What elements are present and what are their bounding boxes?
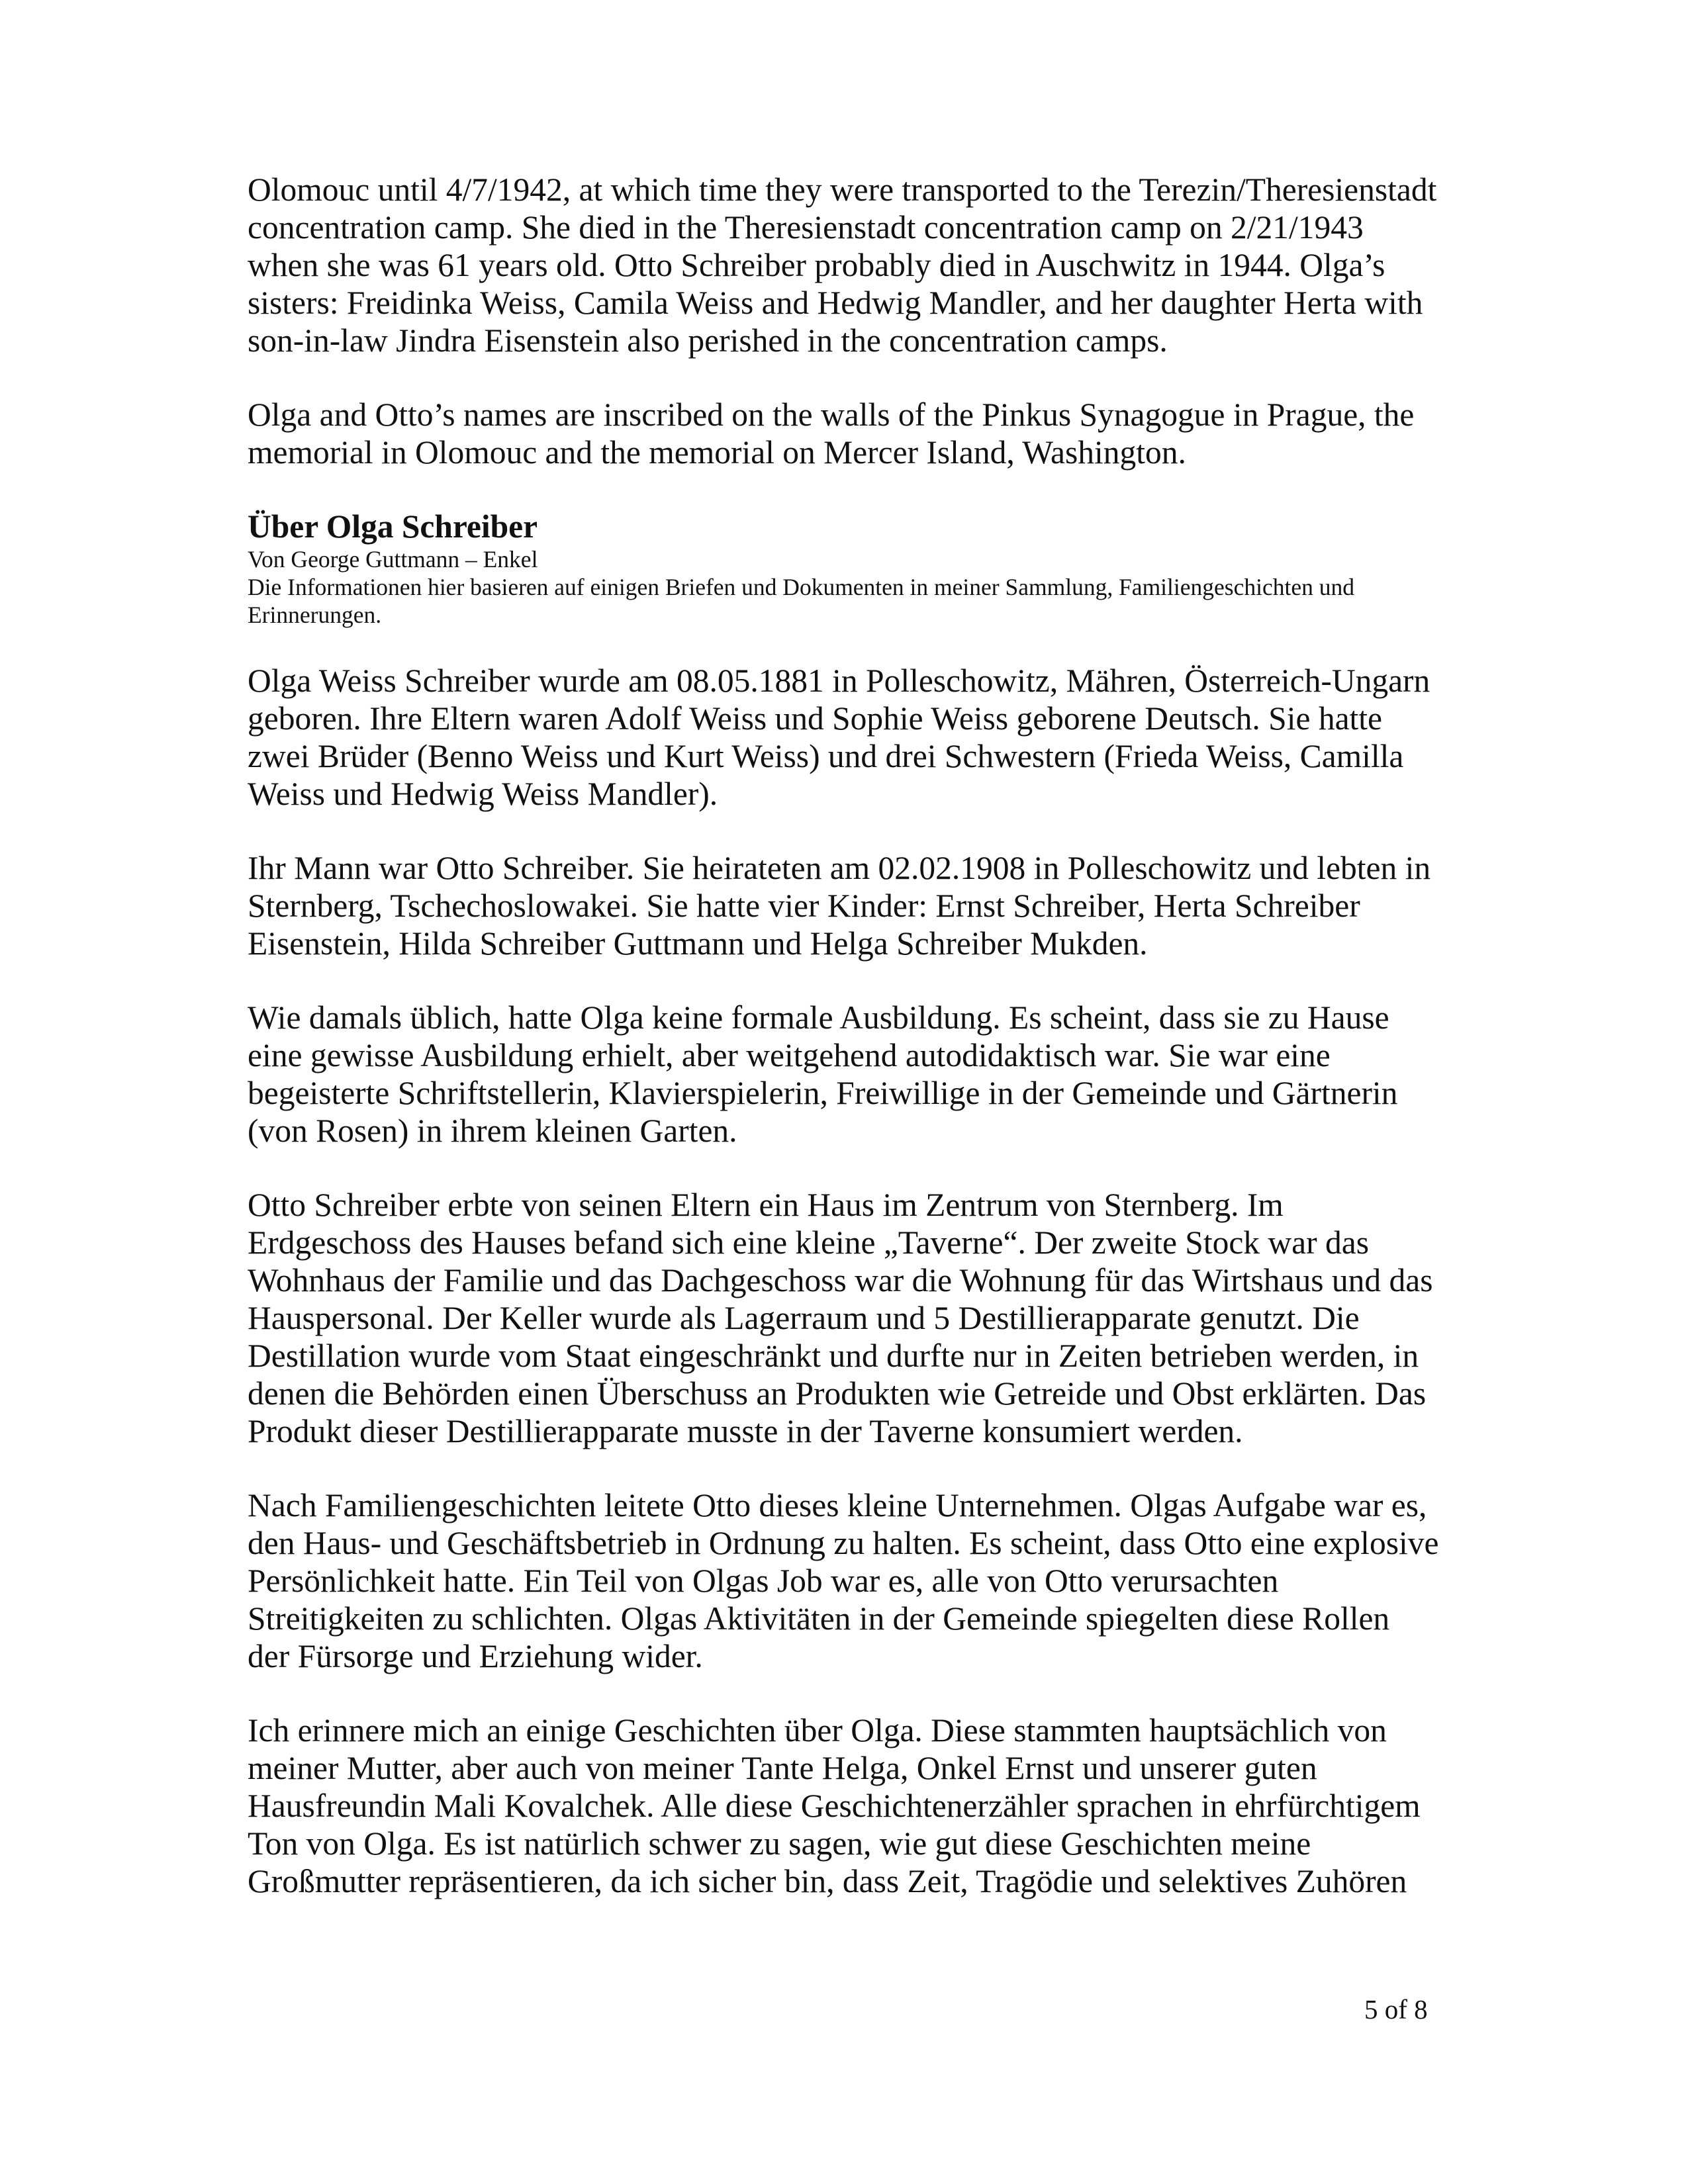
document-page: [248, 171, 1439, 1900]
paragraph-spacer: [248, 962, 1439, 999]
body-paragraph-1: Olga Weiss Schreiber wurde am 08.05.1881 in Polleschowitz, Mähren, Österreich-Ungarn geboren. Ihre Eltern waren Adolf Weiss und Sophie Weiss geborene Deutsch. Sie hatte zwei Brüder (Benno Weiss und Kurt Weiss) und drei Schwestern (Frieda Weiss, Camilla Weiss und Hedwig Weiss Mandler).: [248, 662, 1430, 812]
intro-paragraph-1: Olomouc until 4/7/1942, at which time they were transported to the Terezin/Theresienstadt concentration camp. She died in the Theresienstadt concentration camp on 2/21/1943 when she was 61 years old. Otto Schreiber probably died in Auschwitz in 1944. Olga’s sisters: Freidinka Weiss, Camila Weiss and Hedwig Mandler, and her daughter Herta with son-in-law Jindra Eisenstein also perished in the concentration camps.: [248, 171, 1437, 359]
paragraph-spacer: [248, 1450, 1439, 1486]
body-paragraph-3: Wie damals üblich, hatte Olga keine formale Ausbildung. Es scheint, dass sie zu Hause eine gewisse Ausbildung erhielt, aber weitgehend autodidaktisch war. Sie war eine begeisterte Schriftstellerin, Klavierspielerin, Freiwillige in der Gemeinde und Gärtnerin (von Rosen) in ihrem kleinen Garten.: [248, 999, 1398, 1149]
paragraph-spacer: [248, 629, 1439, 662]
section-note: Die Informationen hier basieren auf einigen Briefen und Dokumenten in meiner Sammlung, Familiengeschichten und Erinnerungen.: [248, 574, 1354, 628]
section-title: Über Olga Schreiber: [248, 508, 538, 545]
paragraph-spacer: [248, 1675, 1439, 1711]
paragraph-spacer: [248, 813, 1439, 849]
section-byline: Von George Guttmann – Enkel: [248, 546, 538, 572]
paragraph-spacer: [248, 359, 1439, 396]
paragraph-spacer: [248, 471, 1439, 508]
body-paragraph-5: Nach Familiengeschichten leitete Otto dieses kleine Unternehmen. Olgas Aufgabe war es, den Haus- und Geschäftsbetrieb in Ordnung zu halten. Es scheint, dass Otto eine explosive Persönlichkeit hatte. Ein Teil von Olgas Job war es, alle von Otto verursachten Streitigkeiten zu schlichten. Olgas Aktivitäten in der Gemeinde spiegelten diese Rollen der Fürsorge und Erziehung wider.: [248, 1487, 1439, 1674]
body-paragraph-6: Ich erinnere mich an einige Geschichten über Olga. Diese stammten hauptsächlich von meiner Mutter, aber auch von meiner Tante Helga, Onkel Ernst und unserer guten Hausfreundin Mali Kovalchek. Alle diese Geschichtenerzähler sprachen in ehrfürchtigem Ton von Olga. Es ist natürlich schwer zu sagen, wie gut diese Geschichten meine Großmutter repräsentieren, da ich sicher bin, dass Zeit, Tragödie und selektives Zuhören: [248, 1712, 1421, 1899]
page-number: 5 of 8: [1364, 1994, 1428, 2025]
paragraph-spacer: [248, 1150, 1439, 1186]
body-paragraph-4: Otto Schreiber erbte von seinen Eltern ein Haus im Zentrum von Sternberg. Im Erdgeschoss des Hauses befand sich eine kleine „Taverne“. Der zweite Stock war das Wohnhaus der Familie und das Dachgeschoss war die Wohnung für das Wirtshaus und das Hauspersonal. Der Keller wurde als Lagerraum und 5 Destillierapparate genutzt. Die Destillation wurde vom Staat eingeschränkt und durfte nur in Zeiten betrieben werden, in denen die Behörden einen Überschuss an Produkten wie Getreide und Obst erklärten. Das Produkt dieser Destillierapparate musste in der Taverne konsumiert werden.: [248, 1187, 1433, 1449]
body-paragraph-2: Ihr Mann war Otto Schreiber. Sie heirateten am 02.02.1908 in Polleschowitz und lebten in Sternberg, Tschechoslowakei. Sie hatte vier Kinder: Ernst Schreiber, Herta Schreiber Eisenstein, Hilda Schreiber Guttmann und Helga Schreiber Mukden.: [248, 850, 1431, 962]
intro-paragraph-2: Olga and Otto’s names are inscribed on the walls of the Pinkus Synagogue in Prague, the memorial in Olomouc and the memorial on Mercer Island, Washington.: [248, 396, 1415, 471]
